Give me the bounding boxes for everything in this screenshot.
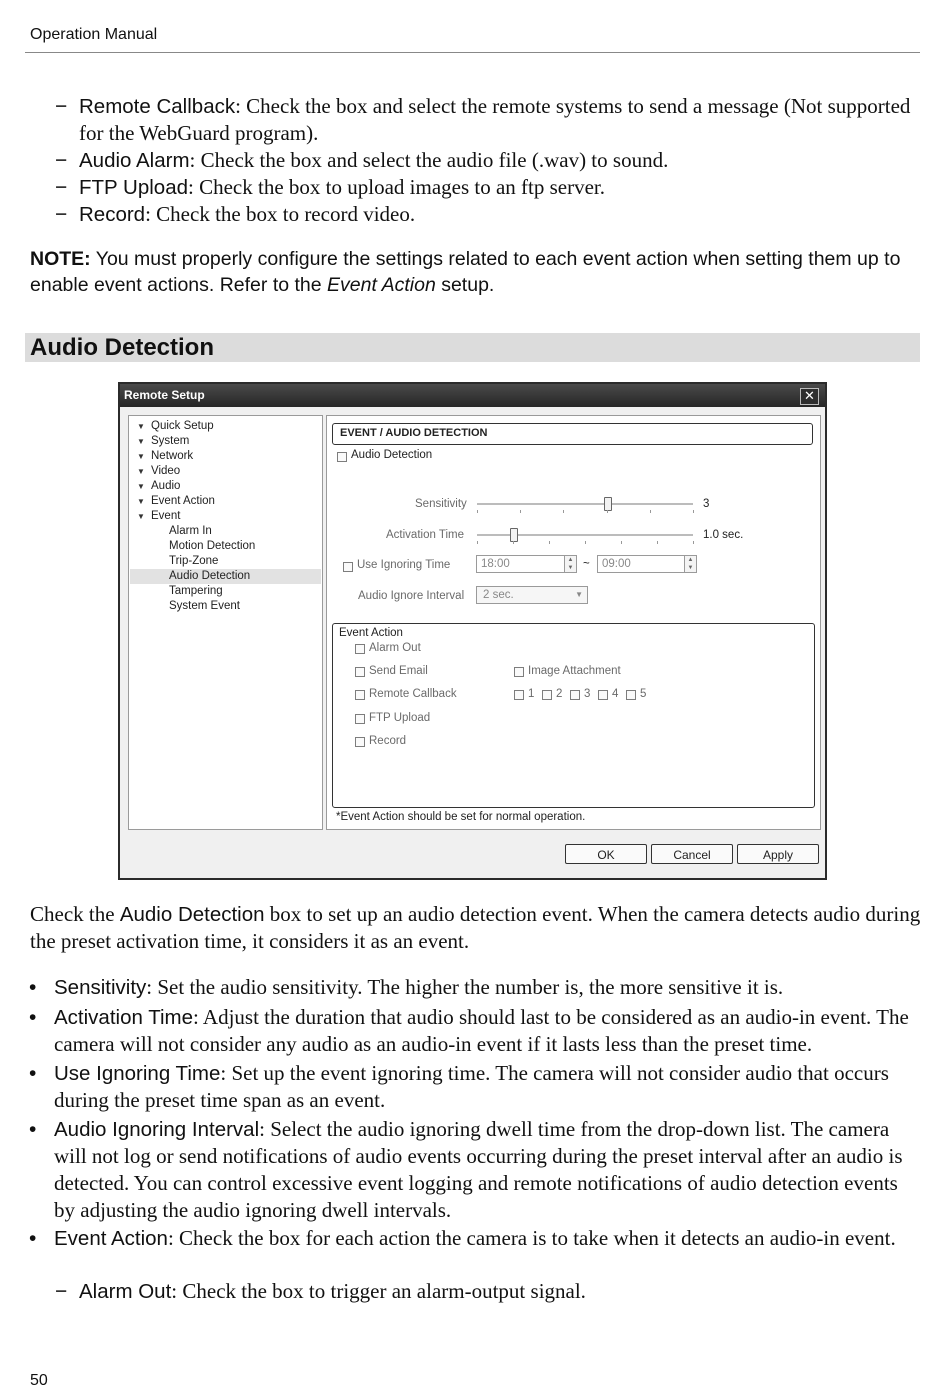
tree-item-video[interactable] [137, 464, 180, 479]
slider-tick [513, 541, 514, 544]
tree-item-label: Quick Setup [151, 420, 214, 432]
slider-tick [693, 510, 694, 513]
tree-item-event[interactable] [137, 509, 180, 524]
bullet-term: Activation Time [54, 1006, 193, 1029]
sensitivity-label: Sensitivity [415, 498, 467, 510]
tree-item-label: Event Action [151, 495, 215, 507]
ftp-upload-checkbox[interactable] [355, 714, 365, 724]
ignoring-time-to-field[interactable]: 09:00 [597, 555, 685, 573]
remote-5-checkbox[interactable] [626, 690, 636, 700]
ignoring-time-from-stepper[interactable]: ▲ ▼ [564, 555, 577, 573]
list-item [55, 147, 922, 174]
expand-triangle-icon: ▼ [137, 437, 145, 446]
list-item [55, 201, 922, 228]
activation-time-label: Activation Time [386, 529, 464, 541]
bullet-item [29, 1116, 922, 1224]
bullet-text: : Adjust the duration that audio should last to be considered as an audio-in event. The camera will not consider any audio as an audio-in event if it lasts less than the preset time. [54, 1005, 909, 1056]
audio-detection-label: Audio Detection [351, 449, 433, 461]
expand-triangle-icon: ▼ [137, 482, 145, 491]
running-header: Operation Manual [30, 26, 158, 43]
activation-time-slider-thumb[interactable] [510, 528, 518, 542]
bullet-term: Use Ignoring Time [54, 1062, 221, 1085]
tree-item-system-event[interactable] [169, 599, 240, 614]
sub-list-item [55, 1278, 922, 1305]
bullet-item [29, 1060, 922, 1114]
slider-tick [657, 541, 658, 544]
audio-ignore-interval-select[interactable] [476, 586, 588, 604]
bullet-text: : Select the audio ignoring dwell time from the drop-down list. The camera will not log or send notifications of audio events occurring during the preset interval after an audio is detected. You can control excessive event logging and remote notifications of audio detection events by adjusting the audio ignoring dwell intervals. [54, 1117, 903, 1222]
bullet-marker: • [29, 1118, 37, 1141]
alarm-out-checkbox[interactable] [355, 644, 365, 654]
sub-list-text: : Check the box to trigger an alarm-output signal. [171, 1279, 586, 1303]
remote-1-label: 1 [528, 688, 535, 700]
ftp-upload-label: FTP Upload [369, 712, 431, 724]
bullet-text: : Set the audio sensitivity. The higher the number is, the more sensitive it is. [146, 975, 784, 999]
tree-item-label: Audio Detection [169, 570, 251, 582]
use-ignoring-time-checkbox[interactable] [343, 562, 353, 572]
intro-term: Audio Detection [119, 903, 265, 926]
section-title: Audio Detection [30, 334, 214, 361]
close-icon[interactable]: ✕ [800, 388, 819, 405]
activation-time-value: 1.0 sec. [703, 529, 744, 541]
slider-tick [693, 541, 694, 544]
tree-item-event-action[interactable] [137, 494, 215, 509]
ignoring-time-to-stepper[interactable]: ▲ ▼ [684, 555, 697, 573]
audio-detection-checkbox[interactable] [337, 452, 347, 462]
expand-triangle-icon: ▼ [137, 497, 145, 506]
bullet-marker: • [29, 1006, 37, 1029]
audio-ignore-interval-label: Audio Ignore Interval [358, 590, 465, 602]
intro-text-rest: box to set up an audio detection event. When the camera detects audio during the preset activation time, it considers it as an event. [30, 902, 921, 953]
tree-item-label: Alarm In [169, 525, 212, 537]
dash-marker: − [55, 176, 68, 199]
sensitivity-slider-thumb[interactable] [604, 497, 612, 511]
tree-item-label: Motion Detection [169, 540, 256, 552]
ignoring-time-separator: ~ [583, 558, 590, 570]
dash-marker: − [55, 203, 68, 226]
tree-item-tampering[interactable] [169, 584, 223, 599]
panel-header [332, 423, 813, 445]
list-item-term: Remote Callback [79, 95, 236, 118]
slider-tick [621, 541, 622, 544]
slider-tick [607, 510, 608, 513]
list-item-term: Record [79, 203, 146, 226]
slider-tick [549, 541, 550, 544]
slider-tick [563, 510, 564, 513]
header-rule [25, 52, 920, 53]
expand-triangle-icon: ▼ [137, 422, 145, 431]
audio-ignore-interval-value: 2 sec. [483, 589, 514, 601]
tree-item-alarm-in[interactable] [169, 524, 212, 539]
event-action-footnote: *Event Action should be set for normal operation. [336, 811, 586, 823]
image-attachment-label: Image Attachment [528, 665, 621, 677]
tree-item-motion-detection[interactable] [169, 539, 255, 554]
send-email-label: Send Email [369, 665, 428, 677]
list-item-text: : Check the box to record video. [145, 202, 416, 226]
list-item-term: FTP Upload [79, 176, 189, 199]
sensitivity-value: 3 [703, 498, 710, 510]
list-item-term: Audio Alarm [79, 149, 190, 172]
event-action-group [332, 623, 815, 808]
expand-triangle-icon: ▼ [137, 467, 145, 476]
bullet-term: Audio Ignoring Interval [54, 1118, 260, 1141]
remote-callback-label: Remote Callback [369, 688, 457, 700]
tree-item-trip-zone[interactable] [169, 554, 218, 569]
bullet-text: : Check the box for each action the camera is to take when it detects an audio-in event. [167, 1226, 896, 1250]
apply-button[interactable]: Apply [737, 844, 819, 864]
tree-item-label: Network [151, 450, 194, 462]
panel-title: EVENT / AUDIO DETECTION [340, 427, 488, 439]
note-text-end: setup. [435, 274, 495, 296]
record-checkbox[interactable] [355, 737, 365, 747]
remote-2-checkbox[interactable] [542, 690, 552, 700]
image-attachment-checkbox[interactable] [514, 667, 524, 677]
ok-button[interactable]: OK [565, 844, 647, 864]
dialog-titlebar [120, 384, 825, 407]
bullet-term: Sensitivity [54, 976, 147, 999]
bullet-item [29, 974, 922, 1001]
tree-item-label: Trip-Zone [169, 555, 219, 567]
record-label: Record [369, 735, 407, 747]
remote-setup-dialog [118, 382, 827, 880]
note-paragraph [30, 246, 925, 298]
note-text: You must properly configure the settings related to each event action when setting them up to enable event actions. Refer to the [30, 248, 901, 296]
event-action-label: Event Action [339, 627, 403, 639]
slider-tick [650, 510, 651, 513]
tree-item-label: Audio [151, 480, 181, 492]
tree-item-system[interactable] [137, 434, 189, 449]
sub-list-term: Alarm Out [79, 1280, 172, 1303]
list-item [55, 174, 922, 201]
use-ignoring-time-label: Use Ignoring Time [357, 559, 451, 571]
remote-4-checkbox[interactable] [598, 690, 608, 700]
list-item-text: : Check the box and select the remote systems to send a message (Not supported for the WebGuard program). [79, 94, 911, 145]
expand-triangle-icon: ▼ [137, 452, 145, 461]
cancel-button[interactable]: Cancel [651, 844, 733, 864]
send-email-checkbox[interactable] [355, 667, 365, 677]
intro-text: Check the [30, 902, 120, 926]
ignoring-time-from-field[interactable]: 18:00 [476, 555, 566, 573]
list-item-text: : Check the box and select the audio file (.wav) to sound. [189, 148, 669, 172]
settings-panel [326, 415, 821, 830]
remote-5-label: 5 [640, 688, 647, 700]
bullet-marker: • [29, 1227, 37, 1250]
tree-item-quick-setup[interactable] [137, 419, 214, 434]
dash-marker: − [55, 95, 68, 118]
remote-3-checkbox[interactable] [570, 690, 580, 700]
bullet-marker: • [29, 1062, 37, 1085]
slider-tick [585, 541, 586, 544]
tree-item-label: Event [151, 510, 181, 522]
expand-triangle-icon: ▼ [137, 512, 145, 521]
tree-item-audio[interactable] [137, 479, 180, 494]
remote-callback-checkbox[interactable] [355, 690, 365, 700]
bullet-text: : Set up the event ignoring time. The camera will not consider audio that occurs during the preset time span as an event. [54, 1061, 889, 1112]
intro-paragraph [30, 901, 922, 955]
tree-item-label: System Event [169, 600, 240, 612]
note-italic-ref: Event Action [327, 274, 436, 296]
bullet-item [29, 1225, 922, 1252]
bullet-marker: • [29, 976, 37, 999]
remote-1-checkbox[interactable] [514, 690, 524, 700]
dash-marker: − [55, 1280, 68, 1303]
remote-3-label: 3 [584, 688, 591, 700]
chevron-down-icon: ▼ [575, 590, 583, 599]
sensitivity-slider-track[interactable] [477, 503, 693, 505]
tree-item-network[interactable] [137, 449, 193, 464]
tree-item-label: System [151, 435, 190, 447]
tree-item-label: Video [151, 465, 181, 477]
tree-item-label: Tampering [169, 585, 223, 597]
note-label: NOTE: [30, 248, 91, 270]
slider-tick [477, 541, 478, 544]
remote-2-label: 2 [556, 688, 563, 700]
dialog-title: Remote Setup [124, 388, 205, 402]
bullet-term: Event Action [54, 1227, 168, 1250]
alarm-out-label: Alarm Out [369, 642, 421, 654]
remote-4-label: 4 [612, 688, 619, 700]
tree-item-audio-detection[interactable] [130, 569, 321, 584]
setup-tree [128, 415, 323, 830]
list-item-text: : Check the box to upload images to an ftp server. [188, 175, 606, 199]
slider-tick [520, 510, 521, 513]
dash-marker: − [55, 149, 68, 172]
list-item [55, 93, 922, 147]
page-number: 50 [30, 1372, 48, 1389]
bullet-item [29, 1004, 922, 1058]
slider-tick [477, 510, 478, 513]
